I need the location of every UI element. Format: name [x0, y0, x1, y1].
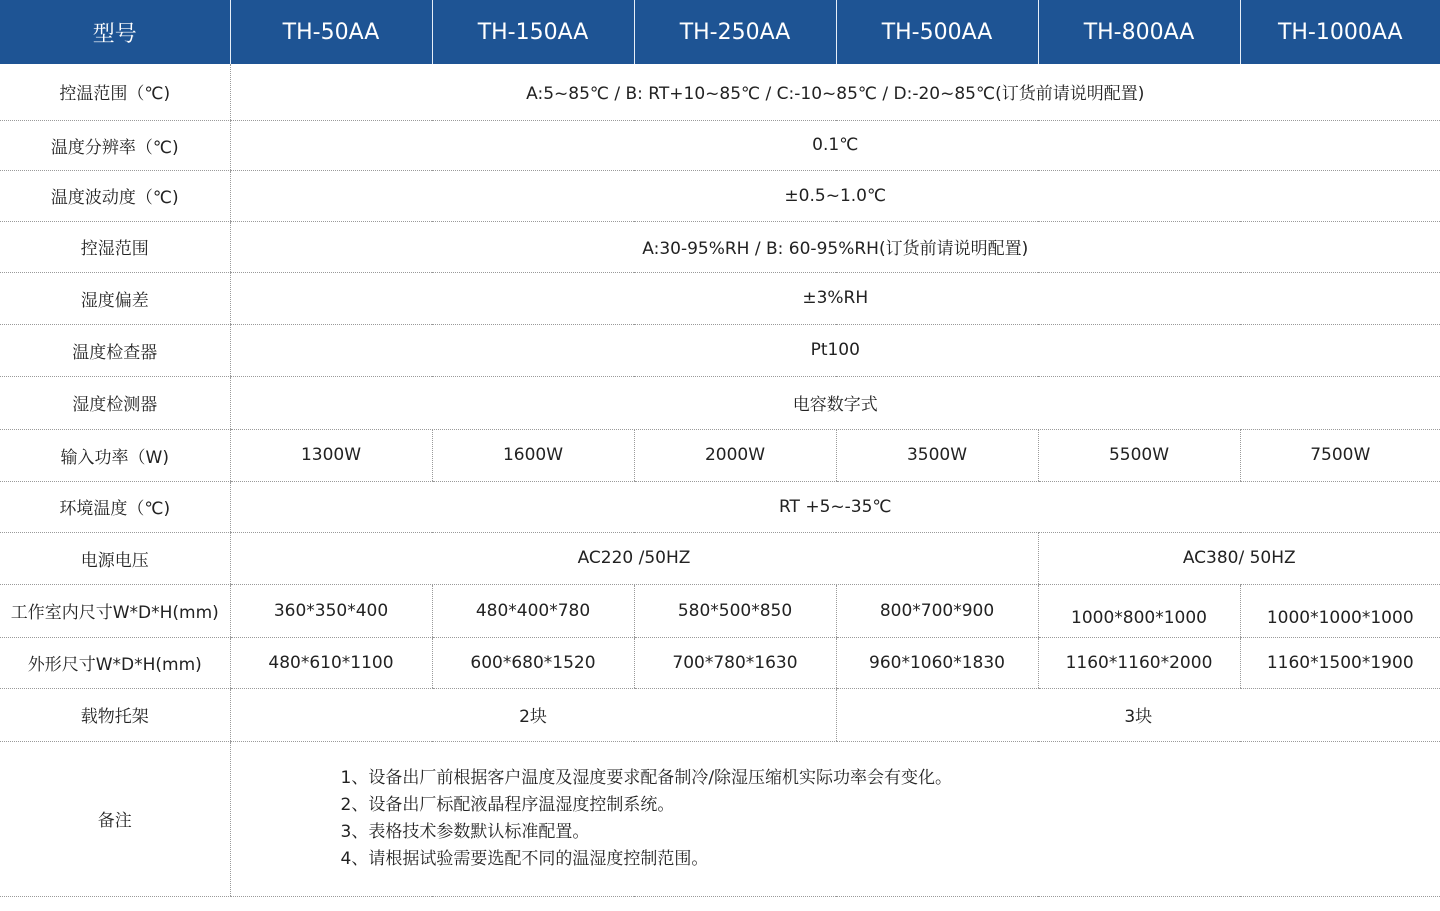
- table-row: [0, 481, 1440, 532]
- table-row: [0, 170, 1440, 221]
- shelves-small: 2块: [230, 688, 836, 741]
- row-label-temp-sensor: 温度检查器: [0, 324, 230, 376]
- table-row: [0, 376, 1440, 429]
- row-label-input-power: 输入功率（W): [0, 429, 230, 481]
- shelves-large: 3块: [836, 688, 1440, 741]
- power-voltage-220: AC220 /50HZ: [230, 532, 1038, 584]
- row-label-outer-size: 外形尺寸W*D*H(mm): [0, 637, 230, 688]
- inner-size-cell: 1000*1000*1000: [1240, 584, 1440, 637]
- table-row: [0, 688, 1440, 741]
- ambient-temp-value: RT +5~-35℃: [230, 481, 1440, 532]
- outer-size-cell: 1160*1160*2000: [1038, 637, 1240, 688]
- remarks-cell: [230, 741, 1440, 896]
- inner-size-cell: 480*400*780: [432, 584, 634, 637]
- inner-size-cell: 360*350*400: [230, 584, 432, 637]
- remark-item: 2、设备出厂标配液晶程序温湿度控制系统。: [340, 794, 675, 815]
- row-label-power-voltage: 电源电压: [0, 532, 230, 584]
- inner-size-cell: 580*500*850: [634, 584, 836, 637]
- table-row: [0, 637, 1440, 688]
- input-power-cell: 7500W: [1240, 429, 1440, 481]
- input-power-cell: 3500W: [836, 429, 1038, 481]
- temp-range-value: A:5~85℃ / B: RT+10~85℃ / C:-10~85℃ / D:-20~85℃(订货前请说明配置): [230, 64, 1440, 120]
- model-header: 型号: [0, 0, 230, 64]
- remark-item: 4、请根据试验需要选配不同的温湿度控制范围。: [340, 848, 709, 869]
- table-row: [0, 272, 1440, 324]
- model-th-800aa: TH-800AA: [1038, 0, 1240, 64]
- temp-resolution-value: 0.1℃: [230, 120, 1440, 170]
- input-power-cell: 5500W: [1038, 429, 1240, 481]
- humidity-range-value: A:30-95%RH / B: 60-95%RH(订货前请说明配置): [230, 221, 1440, 272]
- header-row: [0, 0, 1440, 64]
- inner-size-cell: 1000*800*1000: [1038, 584, 1240, 637]
- remark-item: 3、表格技术参数默认标准配置。: [340, 821, 590, 842]
- input-power-cell: 1600W: [432, 429, 634, 481]
- model-th-500aa: TH-500AA: [836, 0, 1038, 64]
- temp-fluctuation-value: ±0.5~1.0℃: [230, 170, 1440, 221]
- input-power-cell: 1300W: [230, 429, 432, 481]
- row-label-humidity-deviation: 湿度偏差: [0, 272, 230, 324]
- temp-sensor-value: Pt100: [230, 324, 1440, 376]
- row-label-shelves: 载物托架: [0, 688, 230, 741]
- table-row: [0, 429, 1440, 481]
- outer-size-cell: 1160*1500*1900: [1240, 637, 1440, 688]
- model-th-1000aa: TH-1000AA: [1240, 0, 1440, 64]
- model-th-50aa: TH-50AA: [230, 0, 432, 64]
- table-row: [0, 532, 1440, 584]
- inner-size-cell: 800*700*900: [836, 584, 1038, 637]
- row-label-humidity-sensor: 湿度检测器: [0, 376, 230, 429]
- model-th-150aa: TH-150AA: [432, 0, 634, 64]
- outer-size-cell: 700*780*1630: [634, 637, 836, 688]
- row-label-humidity-range: 控湿范围: [0, 221, 230, 272]
- row-label-ambient-temp: 环境温度（℃): [0, 481, 230, 532]
- remark-item: 1、设备出厂前根据客户温度及湿度要求配备制冷/除湿压缩机实际功率会有变化。: [340, 767, 953, 788]
- table-row: [0, 221, 1440, 272]
- row-label-temp-range: 控温范围（℃): [0, 64, 230, 120]
- row-label-temp-resolution: 温度分辨率（℃): [0, 120, 230, 170]
- table-row: [0, 324, 1440, 376]
- input-power-cell: 2000W: [634, 429, 836, 481]
- table-row: [0, 584, 1440, 637]
- table-row: [0, 741, 1440, 896]
- row-label-temp-fluctuation: 温度波动度（℃): [0, 170, 230, 221]
- row-label-remarks: 备注: [0, 741, 230, 896]
- row-label-inner-size: 工作室内尺寸W*D*H(mm): [0, 584, 230, 637]
- table-row: [0, 64, 1440, 120]
- outer-size-cell: 600*680*1520: [432, 637, 634, 688]
- remarks-list: [341, 765, 1440, 873]
- humidity-sensor-value: 电容数字式: [230, 376, 1440, 429]
- humidity-deviation-value: ±3%RH: [230, 272, 1440, 324]
- outer-size-cell: 960*1060*1830: [836, 637, 1038, 688]
- outer-size-cell: 480*610*1100: [230, 637, 432, 688]
- power-voltage-380: AC380/ 50HZ: [1038, 532, 1440, 584]
- table-row: [0, 120, 1440, 170]
- model-th-250aa: TH-250AA: [634, 0, 836, 64]
